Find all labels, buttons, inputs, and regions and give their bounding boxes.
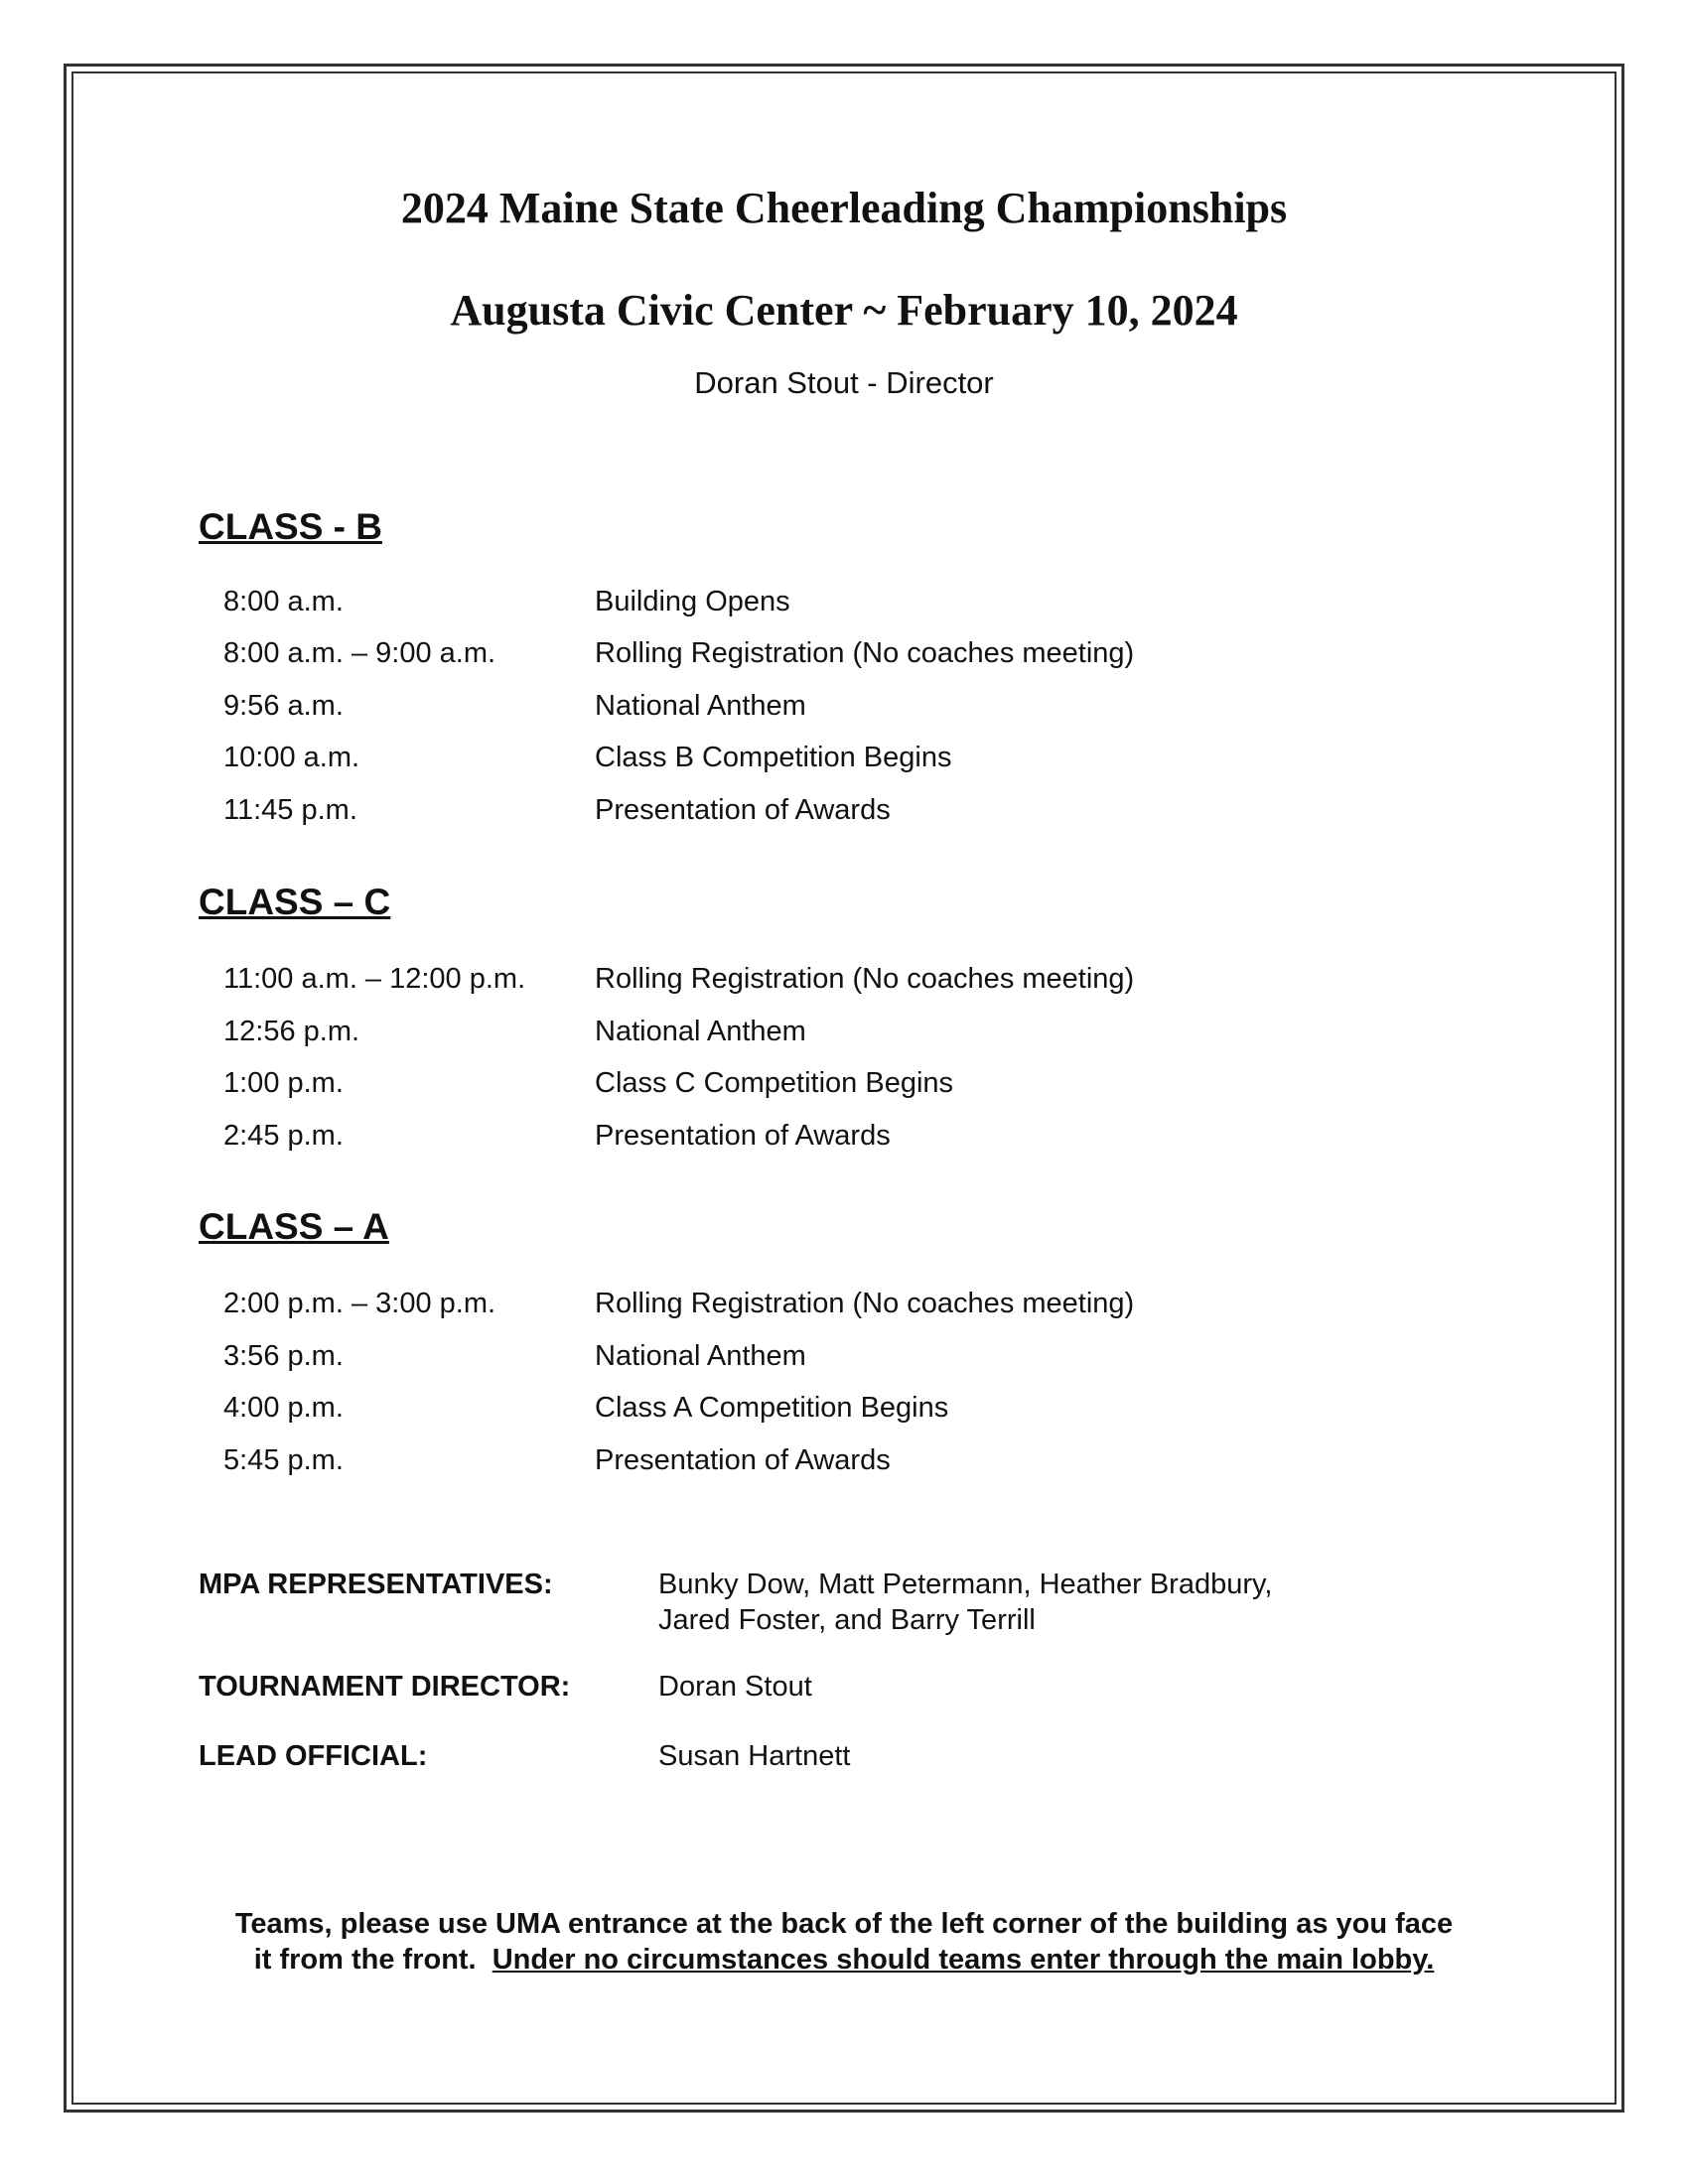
class-a-heading: CLASS – A [199, 1206, 389, 1247]
document-title: 2024 Maine State Cheerleading Championships [400, 184, 1288, 232]
venue-date-subtitle: Augusta Civic Center ~ February 10, 2024 [450, 286, 1238, 335]
schedule-time: 5:45 p.m. [223, 1444, 344, 1476]
schedule-event: Class C Competition Begins [595, 1067, 954, 1099]
schedule-row [0, 1067, 1688, 1107]
schedule-row [0, 586, 1688, 625]
director-line: Doran Stout - Director [694, 365, 994, 400]
schedule-time: 2:00 p.m. – 3:00 p.m. [223, 1288, 496, 1319]
mpa-representatives-line1: Bunky Dow, Matt Petermann, Heather Bradbury, [658, 1569, 1273, 1600]
schedule-event: Presentation of Awards [595, 1444, 891, 1476]
schedule-time: 11:45 p.m. [223, 794, 357, 826]
schedule-event: Rolling Registration (No coaches meeting) [595, 637, 1135, 669]
notice-line2 [149, 1942, 1539, 1978]
schedule-time: 2:45 p.m. [223, 1120, 344, 1152]
schedule-row [0, 742, 1688, 781]
class-c-heading: CLASS – C [199, 882, 391, 922]
schedule-event: Class B Competition Begins [595, 742, 952, 773]
schedule-row [0, 1288, 1688, 1327]
schedule-event: Presentation of Awards [595, 1120, 891, 1152]
schedule-event: National Anthem [595, 1340, 806, 1372]
schedule-row [0, 1120, 1688, 1160]
mpa-representatives-line2: Jared Foster, and Barry Terrill [658, 1604, 1036, 1636]
schedule-row [0, 1340, 1688, 1380]
mpa-representatives-label: MPA REPRESENTATIVES: [199, 1569, 553, 1600]
notice-line2-plain: it from the front. [253, 1944, 492, 1976]
schedule-event: Class A Competition Begins [595, 1392, 949, 1424]
notice-line1: Teams, please use UMA entrance at the back of the left corner of the building as you face [234, 1908, 1454, 1940]
schedule-event: Rolling Registration (No coaches meeting) [595, 963, 1135, 995]
schedule-event: Rolling Registration (No coaches meeting) [595, 1288, 1135, 1319]
schedule-row [0, 690, 1688, 730]
schedule-time: 4:00 p.m. [223, 1392, 344, 1424]
tournament-director-value: Doran Stout [658, 1671, 812, 1703]
class-b-heading: CLASS - B [199, 506, 382, 547]
schedule-time: 11:00 a.m. – 12:00 p.m. [223, 963, 526, 995]
tournament-director-label: TOURNAMENT DIRECTOR: [199, 1671, 571, 1703]
schedule-row [0, 637, 1688, 677]
schedule-event: Building Opens [595, 586, 790, 617]
schedule-time: 10:00 a.m. [223, 742, 360, 773]
schedule-time: 8:00 a.m. [223, 586, 344, 617]
schedule-time: 8:00 a.m. – 9:00 a.m. [223, 637, 496, 669]
schedule-time: 9:56 a.m. [223, 690, 344, 722]
schedule-event: Presentation of Awards [595, 794, 891, 826]
schedule-row [0, 963, 1688, 1003]
schedule-time: 3:56 p.m. [223, 1340, 344, 1372]
lead-official-label: LEAD OFFICIAL: [199, 1740, 428, 1772]
schedule-row [0, 794, 1688, 834]
entrance-notice [149, 1906, 1539, 1978]
schedule-event: National Anthem [595, 690, 806, 722]
notice-underlined-warning: Under no circumstances should teams enter through the main lobby. [492, 1944, 1435, 1976]
schedule-row [0, 1392, 1688, 1432]
schedule-time: 12:56 p.m. [223, 1016, 360, 1047]
schedule-time: 1:00 p.m. [223, 1067, 344, 1099]
schedule-row [0, 1016, 1688, 1055]
mpa-representatives-value [658, 1567, 1272, 1638]
schedule-row [0, 1444, 1688, 1484]
schedule-event: National Anthem [595, 1016, 806, 1047]
lead-official-value: Susan Hartnett [658, 1740, 851, 1772]
